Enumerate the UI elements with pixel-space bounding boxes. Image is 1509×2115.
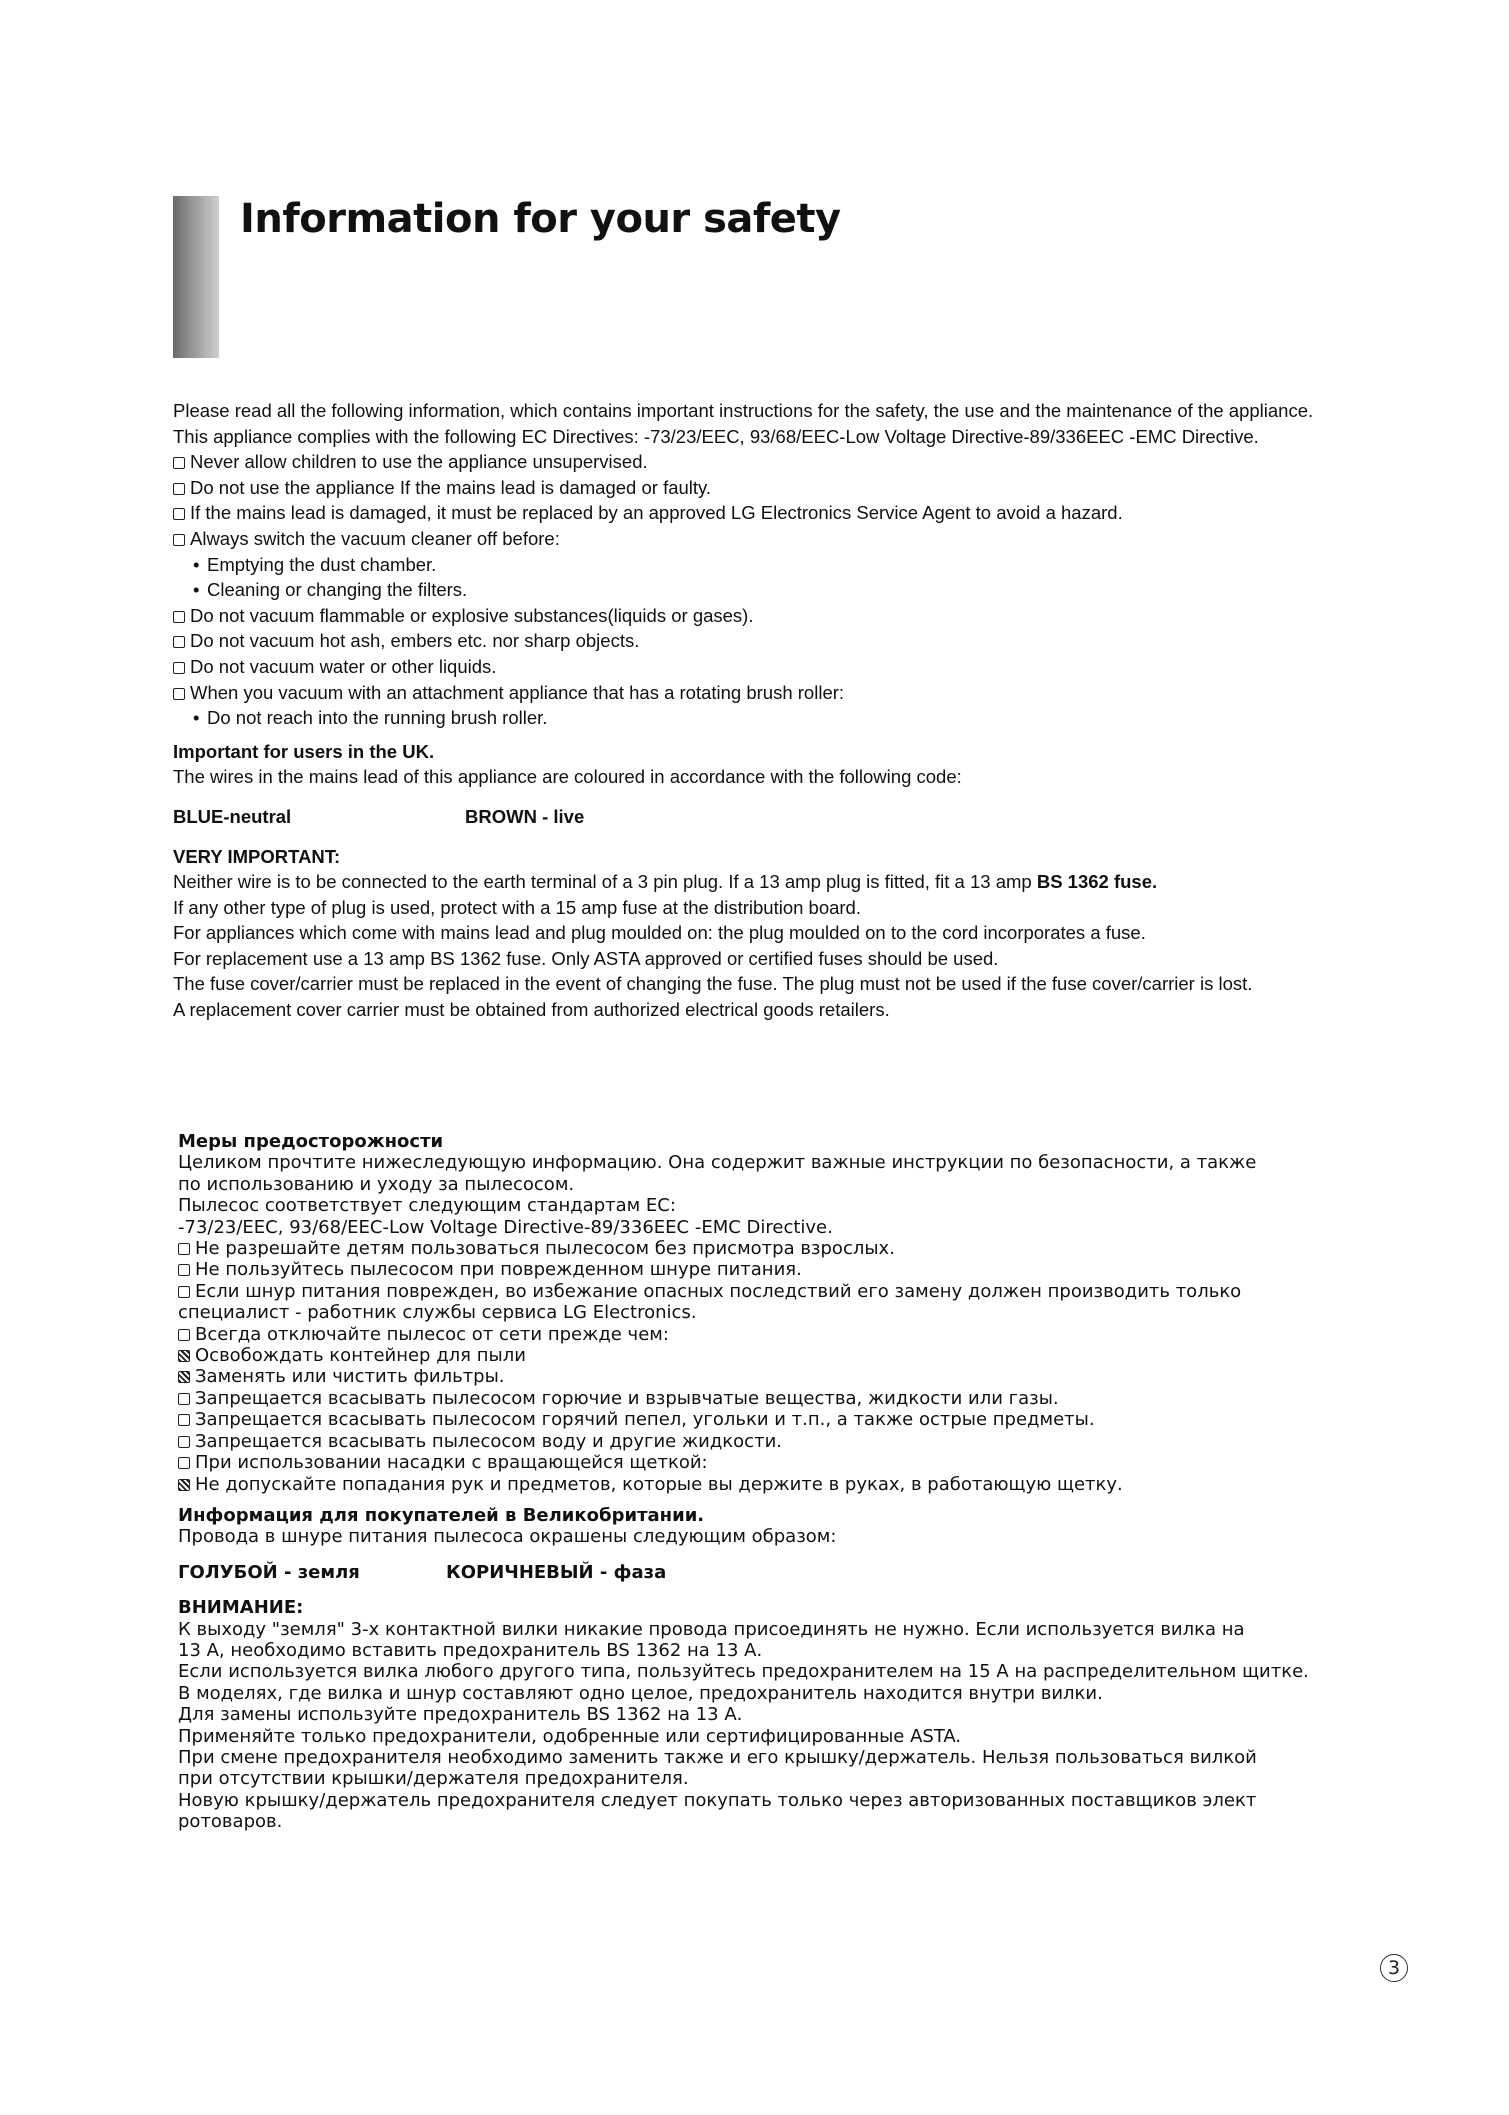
ru-safety-item: При использовании насадки с вращающейся щеткой: bbox=[178, 1452, 1418, 1473]
ru-safety-item: Если шнур питания поврежден, во избежание опасных последствий его замену должен производить только bbox=[178, 1281, 1418, 1302]
ru-attention-line: При смене предохранителя необходимо заменить также и его крышку/держатель. Нельзя пользоваться вилкой bbox=[178, 1746, 1257, 1768]
safety-item: Always switch the vacuum cleaner off before: bbox=[173, 526, 1413, 552]
very-important-line: Neither wire is to be connected to the earth terminal of a 3 pin plug. If a 13 amp plug is fitted, fit a 13 amp BS 1362 fuse. bbox=[173, 871, 1158, 893]
checkbox-icon bbox=[178, 1393, 190, 1405]
ru-attention-line: при отсутствии крышки/держателя предохранителя. bbox=[178, 1768, 689, 1790]
checked-box-icon bbox=[178, 1350, 190, 1362]
ru-attention-line: Для замены используйте предохранитель BS 1362 на 13 А. bbox=[178, 1704, 743, 1726]
ru-safety-item: Запрещается всасывать пылесосом горючие и взрывчатые вещества, жидкости или газы. bbox=[178, 1388, 1418, 1409]
checkbox-icon bbox=[178, 1436, 190, 1448]
safety-item: Do not use the appliance If the mains lead is damaged or faulty. bbox=[173, 475, 1413, 501]
checkbox-icon bbox=[173, 662, 185, 674]
ru-attention-line: К выходу "земля" 3-х контактной вилки никакие провода присоединять не нужно. Если используется вилка на bbox=[178, 1618, 1245, 1640]
ru-attention-line: Применяйте только предохранители, одобренные или сертифицированные ASTA. bbox=[178, 1725, 962, 1747]
intro-line: This appliance complies with the following EC Directives: -73/23/EEC, 93/68/EEC-Low Voltage Directive-89/336EEC -EMC Directive. bbox=[173, 425, 1259, 447]
wire-blue: BLUE-neutral bbox=[173, 805, 292, 827]
ru-wire-codes bbox=[178, 1562, 1418, 1583]
checkbox-icon bbox=[173, 534, 185, 546]
bullet-icon: • bbox=[193, 579, 200, 601]
checkbox-icon bbox=[178, 1457, 190, 1469]
wire-codes bbox=[173, 804, 1413, 830]
ru-sub-item: Не допускайте попадания рук и предметов, которые вы держите в руках, в работающую щетку. bbox=[178, 1474, 1418, 1495]
ru-intro-line: по использованию и уходу за пылесосом. bbox=[178, 1173, 575, 1195]
ru-intro-line: Пылесос соответствует следующим стандартам ЕС: bbox=[178, 1195, 676, 1217]
ru-safety-item: Не разрешайте детям пользоваться пылесосом без присмотра взрослых. bbox=[178, 1238, 1418, 1259]
ru-attention-line: Новую крышку/держатель предохранителя следует покупать только через авторизованных поставщиков элект bbox=[178, 1789, 1257, 1811]
ru-sub-item: Освобождать контейнер для пыли bbox=[178, 1345, 1418, 1366]
ru-attention-line: 13 А, необходимо вставить предохранитель BS 1362 на 13 А. bbox=[178, 1639, 763, 1661]
checked-box-icon bbox=[178, 1479, 190, 1491]
ru-attention-line: Если используется вилка любого другого типа, пользуйтесь предохранителем на 15 А на распределительном щитке. bbox=[178, 1661, 1309, 1683]
bullet-icon: • bbox=[193, 553, 200, 575]
checkbox-icon bbox=[173, 508, 185, 520]
ru-heading: Меры предосторожности bbox=[178, 1131, 444, 1152]
uk-heading: Important for users in the UK. bbox=[173, 740, 435, 762]
checkbox-icon bbox=[173, 636, 185, 648]
checkbox-icon bbox=[178, 1414, 190, 1426]
ru-safety-item: Запрещается всасывать пылесосом воду и другие жидкости. bbox=[178, 1431, 1418, 1452]
ru-uk-text: Провода в шнуре питания пылесоса окрашены следующим образом: bbox=[178, 1526, 837, 1548]
intro-line: Please read all the following information, which contains important instructions for the safety, the use and the maintenance of the appliance. bbox=[173, 400, 1314, 421]
safety-item: Do not vacuum water or other liquids. bbox=[173, 654, 1413, 680]
ru-uk-heading: Информация для покупателей в Великобритании. bbox=[178, 1504, 705, 1526]
checkbox-icon bbox=[178, 1264, 190, 1276]
checkbox-icon bbox=[173, 457, 185, 469]
ru-safety-item-cont: специалист - работник службы сервиса LG Electronics. bbox=[178, 1302, 697, 1324]
safety-item: When you vacuum with an attachment appliance that has a rotating brush roller: bbox=[173, 680, 1413, 706]
title-accent-bar bbox=[173, 196, 219, 358]
sub-item: • Do not reach into the running brush roller. bbox=[173, 705, 1413, 731]
ru-intro-line: Целиком прочтите нижеследующую информацию. Она содержит важные инструкции по безопасности, а также bbox=[178, 1152, 1257, 1174]
sub-item: • Cleaning or changing the filters. bbox=[173, 577, 1413, 603]
very-important-line: A replacement cover carrier must be obtained from authorized electrical goods retailers. bbox=[173, 999, 890, 1021]
safety-item: If the mains lead is damaged, it must be replaced by an approved LG Electronics Service Agent to avoid a hazard. bbox=[173, 500, 1413, 526]
uk-text: The wires in the mains lead of this appliance are coloured in accordance with the following code: bbox=[173, 766, 962, 788]
ru-wire-brown: КОРИЧНЕВЫЙ - фаза bbox=[446, 1561, 667, 1583]
checkbox-icon bbox=[173, 688, 185, 700]
ru-safety-item: Не пользуйтесь пылесосом при поврежденном шнуре питания. bbox=[178, 1259, 1418, 1280]
very-important-line: The fuse cover/carrier must be replaced in the event of changing the fuse. The plug must not be used if the fuse cover/carrier is lost. bbox=[173, 973, 1253, 995]
ru-intro-line: -73/23/EEC, 93/68/EEC-Low Voltage Directive-89/336EEC -EMC Directive. bbox=[178, 1216, 833, 1238]
very-important-line: For replacement use a 13 amp BS 1362 fuse. Only ASTA approved or certified fuses should be used. bbox=[173, 947, 999, 969]
very-important-line: If any other type of plug is used, protect with a 15 amp fuse at the distribution board. bbox=[173, 896, 861, 918]
sub-item: • Emptying the dust chamber. bbox=[173, 552, 1413, 578]
safety-item: Never allow children to use the appliance unsupervised. bbox=[173, 449, 1413, 475]
checkbox-icon bbox=[178, 1329, 190, 1341]
very-important-heading: VERY IMPORTANT: bbox=[173, 845, 341, 867]
russian-section bbox=[178, 1131, 1418, 1833]
ru-sub-item: Заменять или чистить фильтры. bbox=[178, 1366, 1418, 1387]
bullet-icon: • bbox=[193, 707, 200, 729]
checkbox-icon bbox=[173, 483, 185, 495]
safety-item: Do not vacuum hot ash, embers etc. nor sharp objects. bbox=[173, 628, 1413, 654]
ru-safety-item: Запрещается всасывать пылесосом горячий пепел, угольки и т.п., а также острые предметы. bbox=[178, 1409, 1418, 1430]
checked-box-icon bbox=[178, 1371, 190, 1383]
english-section bbox=[173, 398, 1413, 1023]
wire-brown: BROWN - live bbox=[465, 805, 585, 827]
ru-wire-blue: ГОЛУБОЙ - земля bbox=[178, 1561, 360, 1583]
checkbox-icon bbox=[178, 1243, 190, 1255]
ru-attention-heading: ВНИМАНИЕ: bbox=[178, 1597, 304, 1619]
page-title: Information for your safety bbox=[240, 196, 841, 242]
safety-item: Do not vacuum flammable or explosive substances(liquids or gases). bbox=[173, 603, 1413, 629]
page-number: 3 bbox=[1380, 1954, 1408, 1982]
checkbox-icon bbox=[173, 611, 185, 623]
checkbox-icon bbox=[178, 1286, 190, 1298]
ru-safety-item: Всегда отключайте пылесос от сети прежде чем: bbox=[178, 1324, 1418, 1345]
ru-attention-line: В моделях, где вилка и шнур составляют одно целое, предохранитель находится внутри вилки. bbox=[178, 1682, 1103, 1704]
ru-attention-line: ротоваров. bbox=[178, 1811, 283, 1833]
very-important-line: For appliances which come with mains lead and plug moulded on: the plug moulded on to the cord incorporates a fuse. bbox=[173, 922, 1146, 944]
